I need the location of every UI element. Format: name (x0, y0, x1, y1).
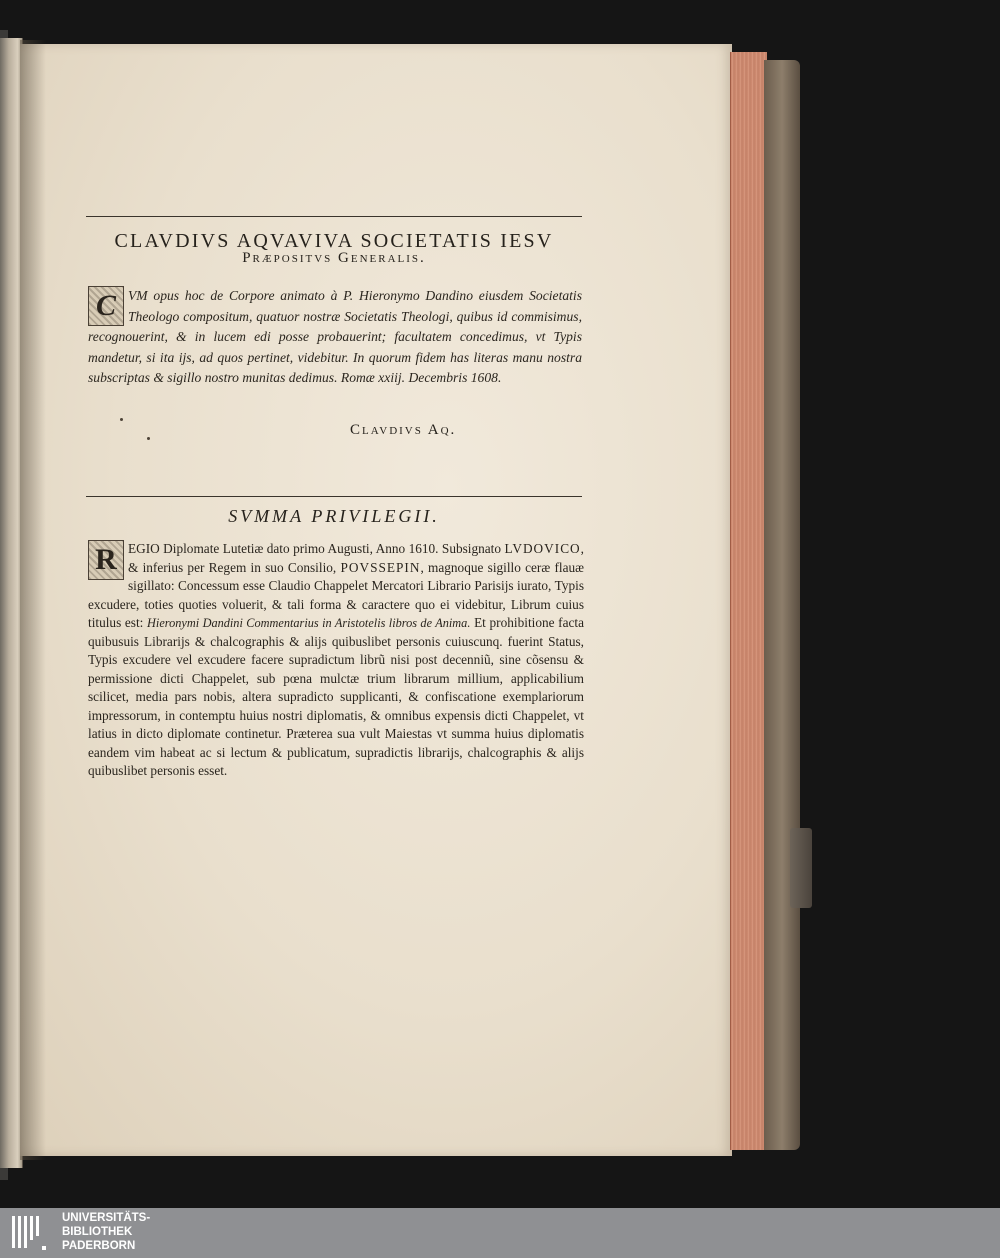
library-name (62, 1211, 150, 1253)
privilege-text-3: , magnoque sigillo ceræ flauæ sigillato: Concessum esse Claudio Chappelet Mercatori Librario Parisijs iurato, Typis excudere, toties quoties voluerit, & tali forma & caractere quo ei videbitur, Librum cuius titulus est: (88, 559, 585, 630)
approbation-text: VM opus hoc de Corpore animato à P. Hieronymo Dandino eiusdem Societatis Theologo compositum, quatuor nostræ Societatis Theologi, quibus id commisimus, recognouerint, & in lucem edi posse probauerint; facultatem concedimus, vt Typis mandetur, si ita ijs, ad quos pertinet, videbitur. In quorum fidem has literas manu nostra subscriptas & sigillo nostro munitas dedimus. Romæ xxiij. Decembris 1608. (88, 288, 582, 385)
privilege-text-2: , & inferius per Regem in suo Consilio, (128, 541, 584, 575)
back-cover-board (764, 60, 800, 1150)
library-name-line-1: UNIVERSITÄTS- (62, 1212, 151, 1224)
library-name-line-2: BIBLIOTHEK (62, 1226, 133, 1238)
privilege-text-1: EGIO Diplomate Lutetiæ dato primo Augusti, Anno 1610. Subsignato (128, 541, 502, 556)
decorated-initial-r: R (88, 540, 124, 580)
approbation-signature: Clavdivs Aq. (350, 422, 457, 438)
privilege-name-ludovico: LVDOVICO (504, 541, 581, 556)
ink-speck (120, 418, 123, 421)
middle-rule (86, 496, 582, 497)
approbation-subtitle: Præpositvs Generalis. (242, 250, 426, 266)
library-name-line-3: PADERBORN (62, 1240, 136, 1252)
library-footer-bar (0, 1208, 1000, 1258)
privilege-book-title: Hieronymi Dandini Commentarius in Aristotelis libros de Anima. (147, 616, 471, 630)
privilege-title: SVMMA PRIVILEGII. (228, 506, 440, 526)
privilege-text-4: Et prohibitione facta quibusuis Librarijs & chalcographis & alijs quibuslibet personis cuiuscunq. fuerint Status, Typis excudere vel excudere facere supradictum librũ nisi post decenniũ, sine cõsensu & permissione dicti Chappelet, sub pœna mulctæ trium librarum millium, applicabilium scilicet, media pars nobis, altera supradicto supplicanti, & confiscatione exemplariorum impressorum, in contemptu huius nostri diplomatis, & omnibus expensis dicti Chappelet, vt latius in dicto diplomate continetur. Præterea sua vult Maiestas vt summa huius diplomatis eandem vim habeat ac si lectum & publicatum, supradictis librarijs, chalcographis & alijs quibuslibet personis esset. (88, 615, 585, 778)
privilege-name-poussepin: POVSSEPIN (340, 559, 421, 575)
page-fore-edge (730, 52, 767, 1150)
ink-speck (147, 437, 150, 440)
top-rule (86, 216, 582, 217)
approbation-title: CLAVDIVS AQVAVIVA SOCIETATIS IESV (114, 230, 554, 252)
privilege-text-block (88, 540, 584, 781)
approbation-text-block (88, 286, 582, 389)
gutter-shadow (20, 40, 46, 1160)
university-library-logo-icon (12, 1216, 48, 1252)
clasp-remnant (790, 828, 812, 908)
decorated-initial-c: C (88, 286, 124, 326)
